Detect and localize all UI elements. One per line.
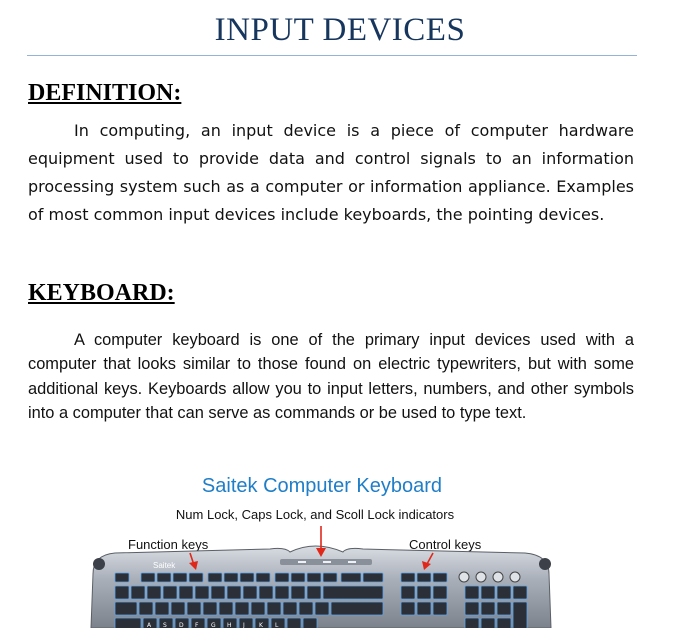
keyboard-paragraph: A computer keyboard is one of the primary input devices used with a computer that looks similar to those found on electric typewriters, but with some additional keys. Keyboards allow you to input letters, numbers, and other symbols into a computer that can serve as commands or be used to type text. (28, 331, 634, 423)
key-letter: D (179, 622, 184, 628)
home-row-letters (147, 622, 279, 628)
control-key-block (401, 573, 447, 615)
key-letter: K (259, 622, 263, 628)
key-letter: F (195, 622, 199, 628)
control-keys-label: Control keys (409, 537, 482, 552)
keyboard-heading: KEYBOARD: (28, 280, 175, 306)
key-letter: J (243, 622, 245, 628)
right-knob (539, 558, 551, 570)
indicators-label: Num Lock, Caps Lock, and Scoll Lock indicators (175, 507, 455, 522)
key-letter: L (275, 622, 279, 628)
key-letter: G (211, 622, 216, 628)
document-title: INPUT DEVICES (214, 12, 466, 48)
indicator-light (298, 561, 306, 563)
key-letter: A (147, 622, 152, 628)
keyboard-figure (85, 462, 565, 628)
indicator-light (323, 561, 331, 563)
key-letter: S (163, 622, 167, 628)
left-knob (93, 558, 105, 570)
definition-paragraph: In computing, an input device is a piece of computer hardware equipment used to provide data and control signals to an information processing system such as a computer or information appliance. Examples of most common input devices include keyboards, the pointing devices. (28, 121, 634, 224)
function-keys-label: Function keys (128, 537, 209, 552)
indicator-light (348, 561, 356, 563)
key-letter: H (227, 622, 232, 628)
title-divider (27, 55, 637, 56)
brand-logo: Saitek (153, 561, 176, 570)
figure-title: Saitek Computer Keyboard (201, 475, 443, 497)
function-key-row (115, 573, 383, 582)
definition-heading: DEFINITION: (28, 80, 182, 106)
